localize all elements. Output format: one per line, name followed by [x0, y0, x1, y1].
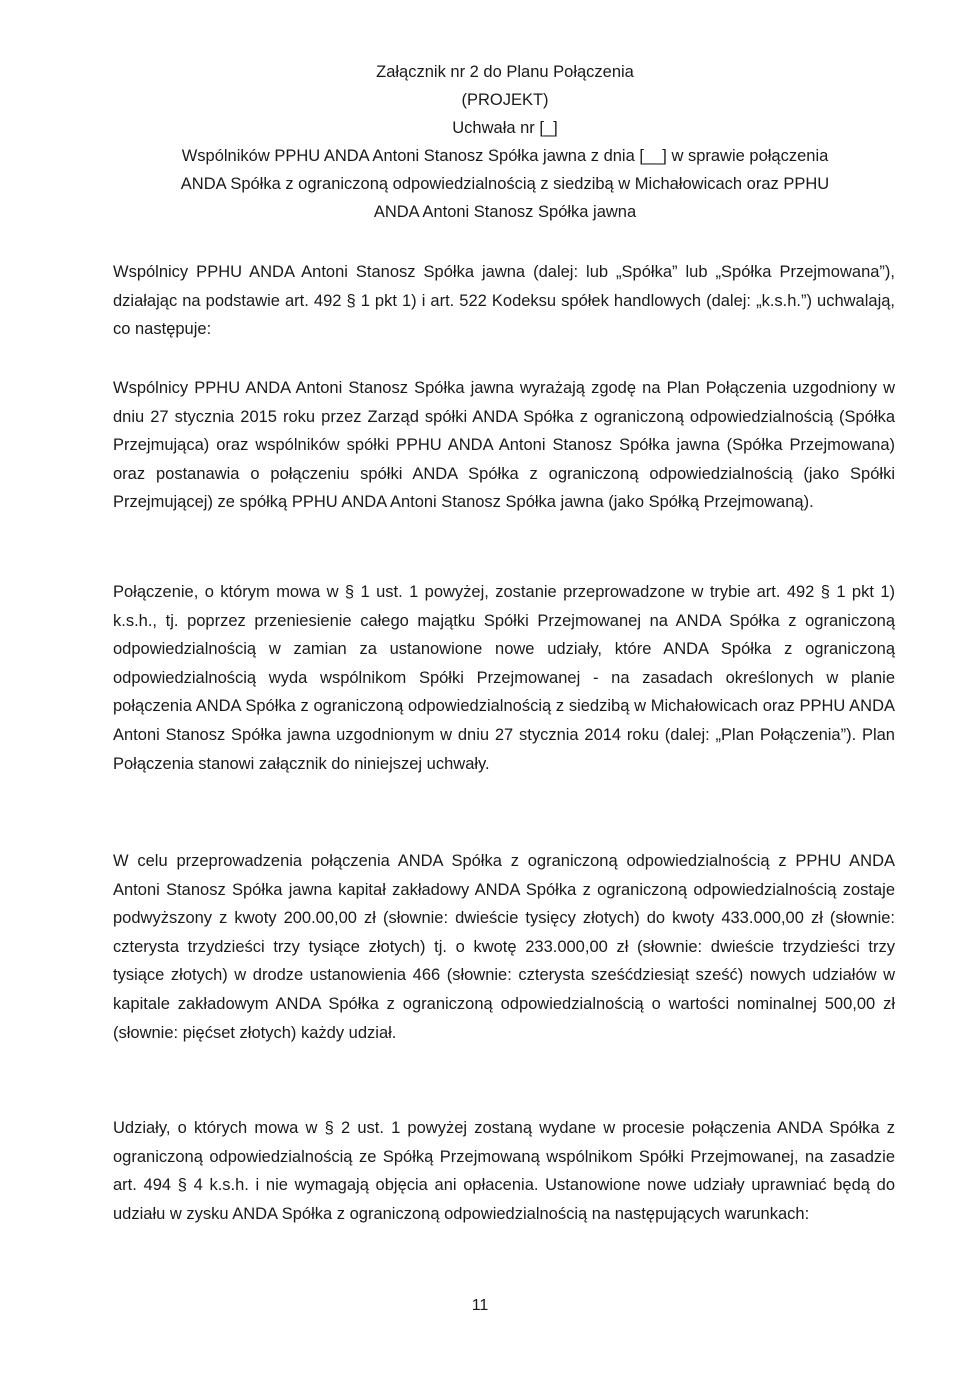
- consent-paragraph: Wspólnicy PPHU ANDA Antoni Stanosz Spółka jawna wyrażają zgodę na Plan Połączenia uzgodniony w dniu 27 stycznia 2015 roku przez Zarząd spółki ANDA Spółka z ograniczoną odpowiedzialnością (Spółka Przejmująca) oraz wspólników spółki PPHU ANDA Antoni Stanosz Spółka jawna (Spółka Przejmowana) oraz postanawia o połączeniu spółki ANDA Spółka z ograniczoną odpowiedzialnością (jako Spółki Przejmującej) ze spółką PPHU ANDA Antoni Stanosz Spółka jawna (jako Spółką Przejmowaną).: [113, 379, 895, 511]
- shares-issuance-paragraph: Udziały, o których mowa w § 2 ust. 1 powyżej zostaną wydane w procesie połączenia ANDA Spółka z ograniczoną odpowiedzialnością ze Spółką Przejmowaną wspólnikom Spółki Przejmowanej, na zasadzie art. 494 § 4 k.s.h. i nie wymagają objęcia ani opłacenia. Ustanowione nowe udziały uprawniać będą do udziału w zysku ANDA Spółka z ograniczoną odpowiedzialnością na następujących warunkach:: [113, 1119, 895, 1223]
- capital-increase-paragraph: W celu przeprowadzenia połączenia ANDA Spółka z ograniczoną odpowiedzialnością z PPHU ANDA Antoni Stanosz Spółka jawna kapitał zakładowy ANDA Spółka z ograniczoną odpowiedzialnością zostaje podwyższony z kwoty 200.00,00 zł (słownie: dwieście tysięcy złotych) do kwoty 433.000,00 zł (słownie: czterysta trzydzieści trzy tysiące złotych) tj. o kwotę 233.000,00 zł (słownie: dwieście trzydzieści trzy tysiące złotych) w drodze ustanowienia 466 (słownie: czterysta sześćdziesiąt sześć) nowych udziałów w kapitale zakładowym ANDA Spółka z ograniczoną odpowiedzialnością o wartości nominalnej 500,00 zł (słownie: pięćset złotych) każdy udział.: [113, 852, 895, 1042]
- attachment-title: Załącznik nr 2 do Planu Połączenia: [376, 63, 634, 81]
- resolution-subject-line-3: ANDA Antoni Stanosz Spółka jawna: [373, 203, 637, 221]
- document-header: [110, 58, 900, 226]
- intro-paragraph: Wspólnicy PPHU ANDA Antoni Stanosz Spółka jawna (dalej: lub „Spółka” lub „Spółka Przejmowana”), działając na podstawie art. 492 § 1 pkt 1) i art. 522 Kodeksu spółek handlowych (dalej: „k.s.h.”) uchwalają, co następuje:: [113, 263, 895, 339]
- merger-mode-paragraph: Połączenie, o którym mowa w § 1 ust. 1 powyżej, zostanie przeprowadzone w trybie art. 492 § 1 pkt 1) k.s.h., tj. poprzez przeniesienie całego majątku Spółki Przejmowanej na ANDA Spółka z ograniczoną odpowiedzialnością w zamian za ustanowione nowe udziały, które ANDA Spółka z ograniczoną odpowiedzialnością wyda wspólnikom Spółki Przejmowanej - na zasadach określonych w planie połączenia ANDA Spółka z ograniczoną odpowiedzialnością z siedzibą w Michałowicach oraz PPHU ANDA Antoni Stanosz Spółka jawna uzgodnionym w dniu 27 stycznia 2014 roku (dalej: „Plan Połączenia”). Plan Połączenia stanowi załącznik do niniejszej uchwały.: [113, 583, 895, 773]
- resolution-subject-line-2: ANDA Spółka z ograniczoną odpowiedzialnością z siedzibą w Michałowicach oraz PPHU: [180, 175, 830, 193]
- resolution-subject-line-1: Wspólników PPHU ANDA Antoni Stanosz Spółka jawna z dnia [__] w sprawie połączenia: [181, 147, 829, 165]
- resolution-number: Uchwała nr [_]: [452, 119, 558, 137]
- page-number: 11: [471, 1297, 489, 1314]
- project-label: (PROJEKT): [461, 91, 549, 109]
